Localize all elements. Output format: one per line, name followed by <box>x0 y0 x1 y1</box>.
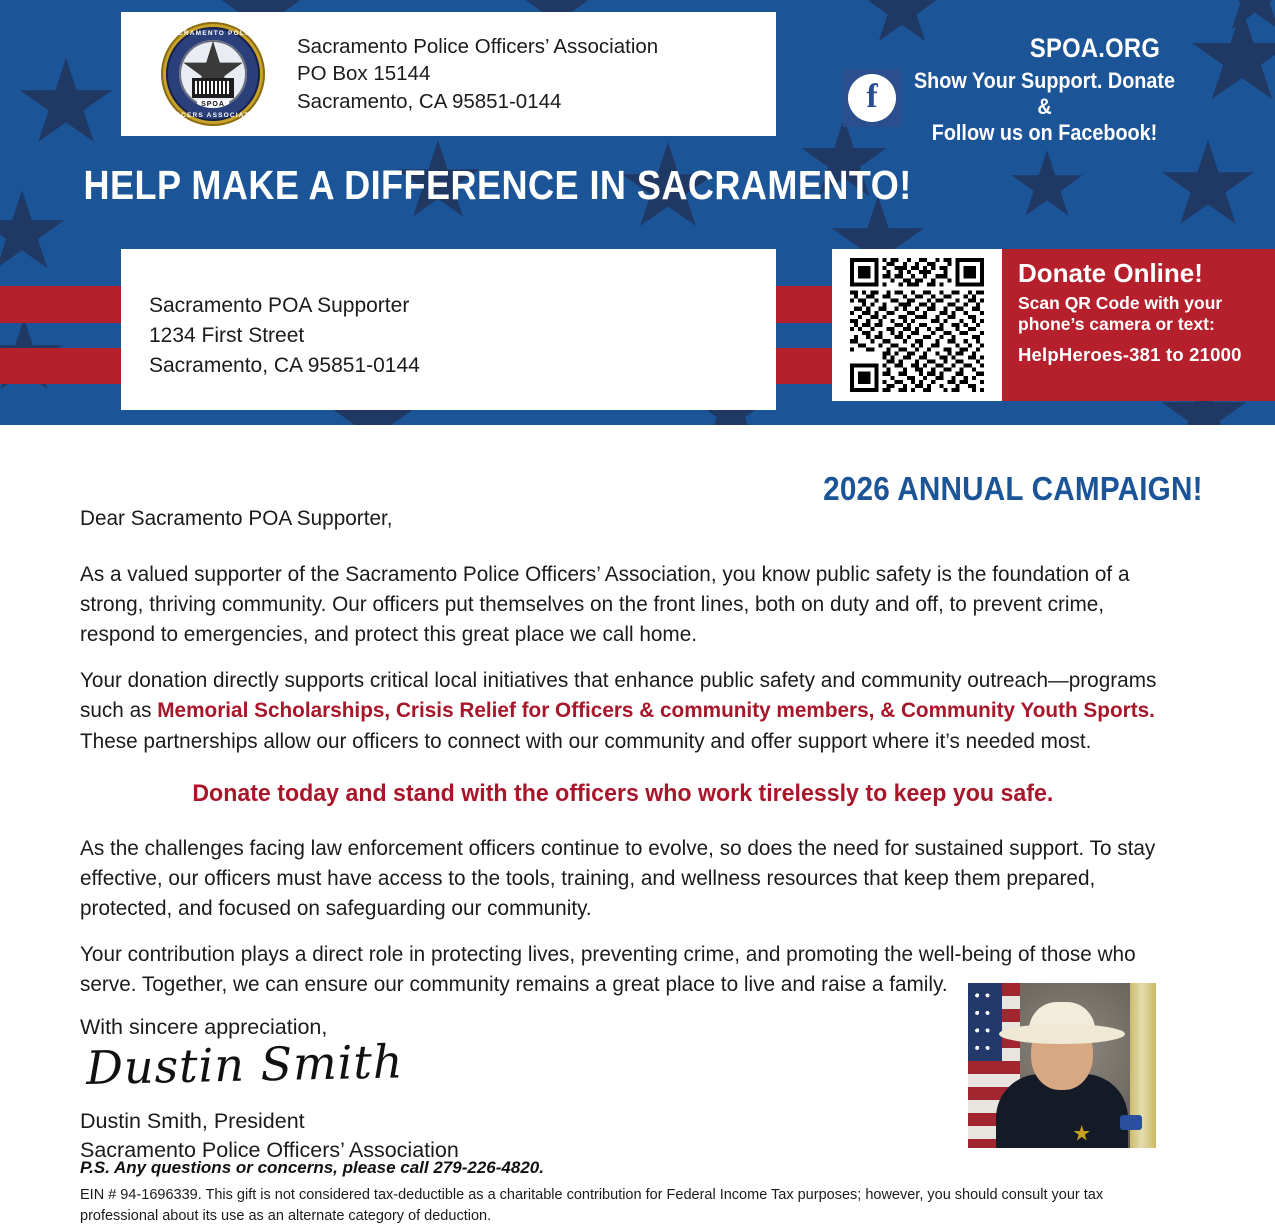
paragraph-2 <box>80 665 1166 755</box>
campaign-title: 2026 ANNUAL CAMPAIGN! <box>823 470 1203 507</box>
banner-headline: HELP MAKE A DIFFERENCE IN SACRAMENTO! <box>83 162 912 208</box>
donate-instructions <box>1002 249 1275 401</box>
recipient-street: 1234 First Street <box>149 323 305 347</box>
paragraph-1: As a valued supporter of the Sacramento Police Officers’ Association, you know public safety is the foundation of a strong, thriving community. Our officers put themselves on the front lines, both on duty and off, to prevent crime, respond to emergencies, and protect this great place we call home. <box>80 562 1130 647</box>
donate-online-box[interactable] <box>832 249 1275 401</box>
return-address-card <box>121 12 776 136</box>
org-name: Sacramento Police Officers’ Association <box>297 35 659 59</box>
recipient-city-state-zip: Sacramento, CA 95851-0144 <box>149 353 420 377</box>
call-to-action: Donate today and stand with the officers who work tirelessly to keep you safe. <box>192 779 1054 807</box>
donate-text-keyword: HelpHeroes-381 to 21000 <box>1018 344 1242 366</box>
donate-sub-line-2: phone’s camera or text: <box>1018 313 1215 334</box>
logo-columns-icon <box>195 81 231 94</box>
return-address-lines <box>297 33 658 114</box>
facebook-icon[interactable] <box>843 69 901 127</box>
facebook-cta <box>905 68 1184 146</box>
ein-disclaimer: EIN # 94-1696339. This gift is not considered tax-deductible as a charitable contribution for Federal Income Tax purposes; however, you should consult your tax professional about its use as an alternate category of deduction. <box>80 1187 1104 1224</box>
qr-code-panel <box>832 249 1002 401</box>
salutation: Dear Sacramento POA Supporter, <box>80 506 393 530</box>
decorative-star <box>1010 150 1084 222</box>
org-city-state-zip: Sacramento, CA 95851-0144 <box>297 89 562 113</box>
decorative-star <box>18 58 114 150</box>
paragraph-2-highlight: Memorial Scholarships, Crisis Relief for Officers & community members, & Community Youth Sports. <box>157 698 1155 723</box>
website-url[interactable]: SPOA.ORG <box>1029 33 1161 63</box>
spoa-badge-logo <box>161 22 265 126</box>
logo-arc-top-text: SACRAMENTO POLICE <box>166 30 260 37</box>
org-po-box: PO Box 15144 <box>297 62 431 86</box>
logo-arc-bottom-text: OFFICERS ASSOCIATION <box>161 112 265 119</box>
donate-sub-line-1: Scan QR Code with your <box>1018 292 1223 313</box>
header-banner <box>0 0 1275 425</box>
ps-note: P.S. Any questions or concerns, please call 279-226-4820. <box>80 1158 544 1177</box>
recipient-name: Sacramento POA Supporter <box>149 294 410 317</box>
signoff: With sincere appreciation, <box>80 1015 328 1040</box>
signature-handwritten: Dustin Smith <box>85 1034 405 1096</box>
signer-organization: Sacramento Police Officers’ Association <box>80 1137 459 1162</box>
facebook-f-glyph: f <box>866 77 878 115</box>
cowboy-hat <box>999 1024 1125 1044</box>
decorative-star <box>862 0 942 48</box>
recipient-address-lines <box>149 291 420 380</box>
qr-code-icon[interactable] <box>850 258 984 392</box>
decorative-star <box>1190 8 1275 108</box>
paragraph-3: As the challenges facing law enforcement officers continue to evolve, so does the need for sustained support. To stay effective, our officers must have access to the tools, training, and wellness resources that keep them prepared, protected, and focused on safeguarding our community. <box>80 835 1156 921</box>
facebook-cta-line-2: Follow us on Facebook! <box>931 119 1158 145</box>
paragraph-2-part-1: Your donation directly supports critical local initiatives that enhance public safety and community outreach—programs such as <box>80 668 1157 723</box>
donate-title: Donate Online! <box>1018 258 1203 288</box>
paragraph-4: Your contribution plays a direct role in protecting lives, preventing crime, and promoting the well-being of those who serve. Together, we can ensure our community remains a great place to live and raise a family. <box>80 942 1136 997</box>
president-portrait-photo <box>968 983 1156 1148</box>
facebook-cta-line-1: Show Your Support. Donate & <box>913 68 1176 119</box>
recipient-address-card <box>121 249 776 410</box>
paragraph-2-part-2: These partnerships allow our officers to connect with our community and offer support where it’s needed most. <box>80 728 1092 753</box>
logo-spoa-label: SPOA <box>197 100 229 108</box>
decorative-star <box>1160 140 1256 232</box>
signer-name-title: Dustin Smith, President <box>80 1108 305 1133</box>
shoulder-patch-icon <box>1120 1115 1142 1130</box>
decorative-star <box>0 190 66 276</box>
